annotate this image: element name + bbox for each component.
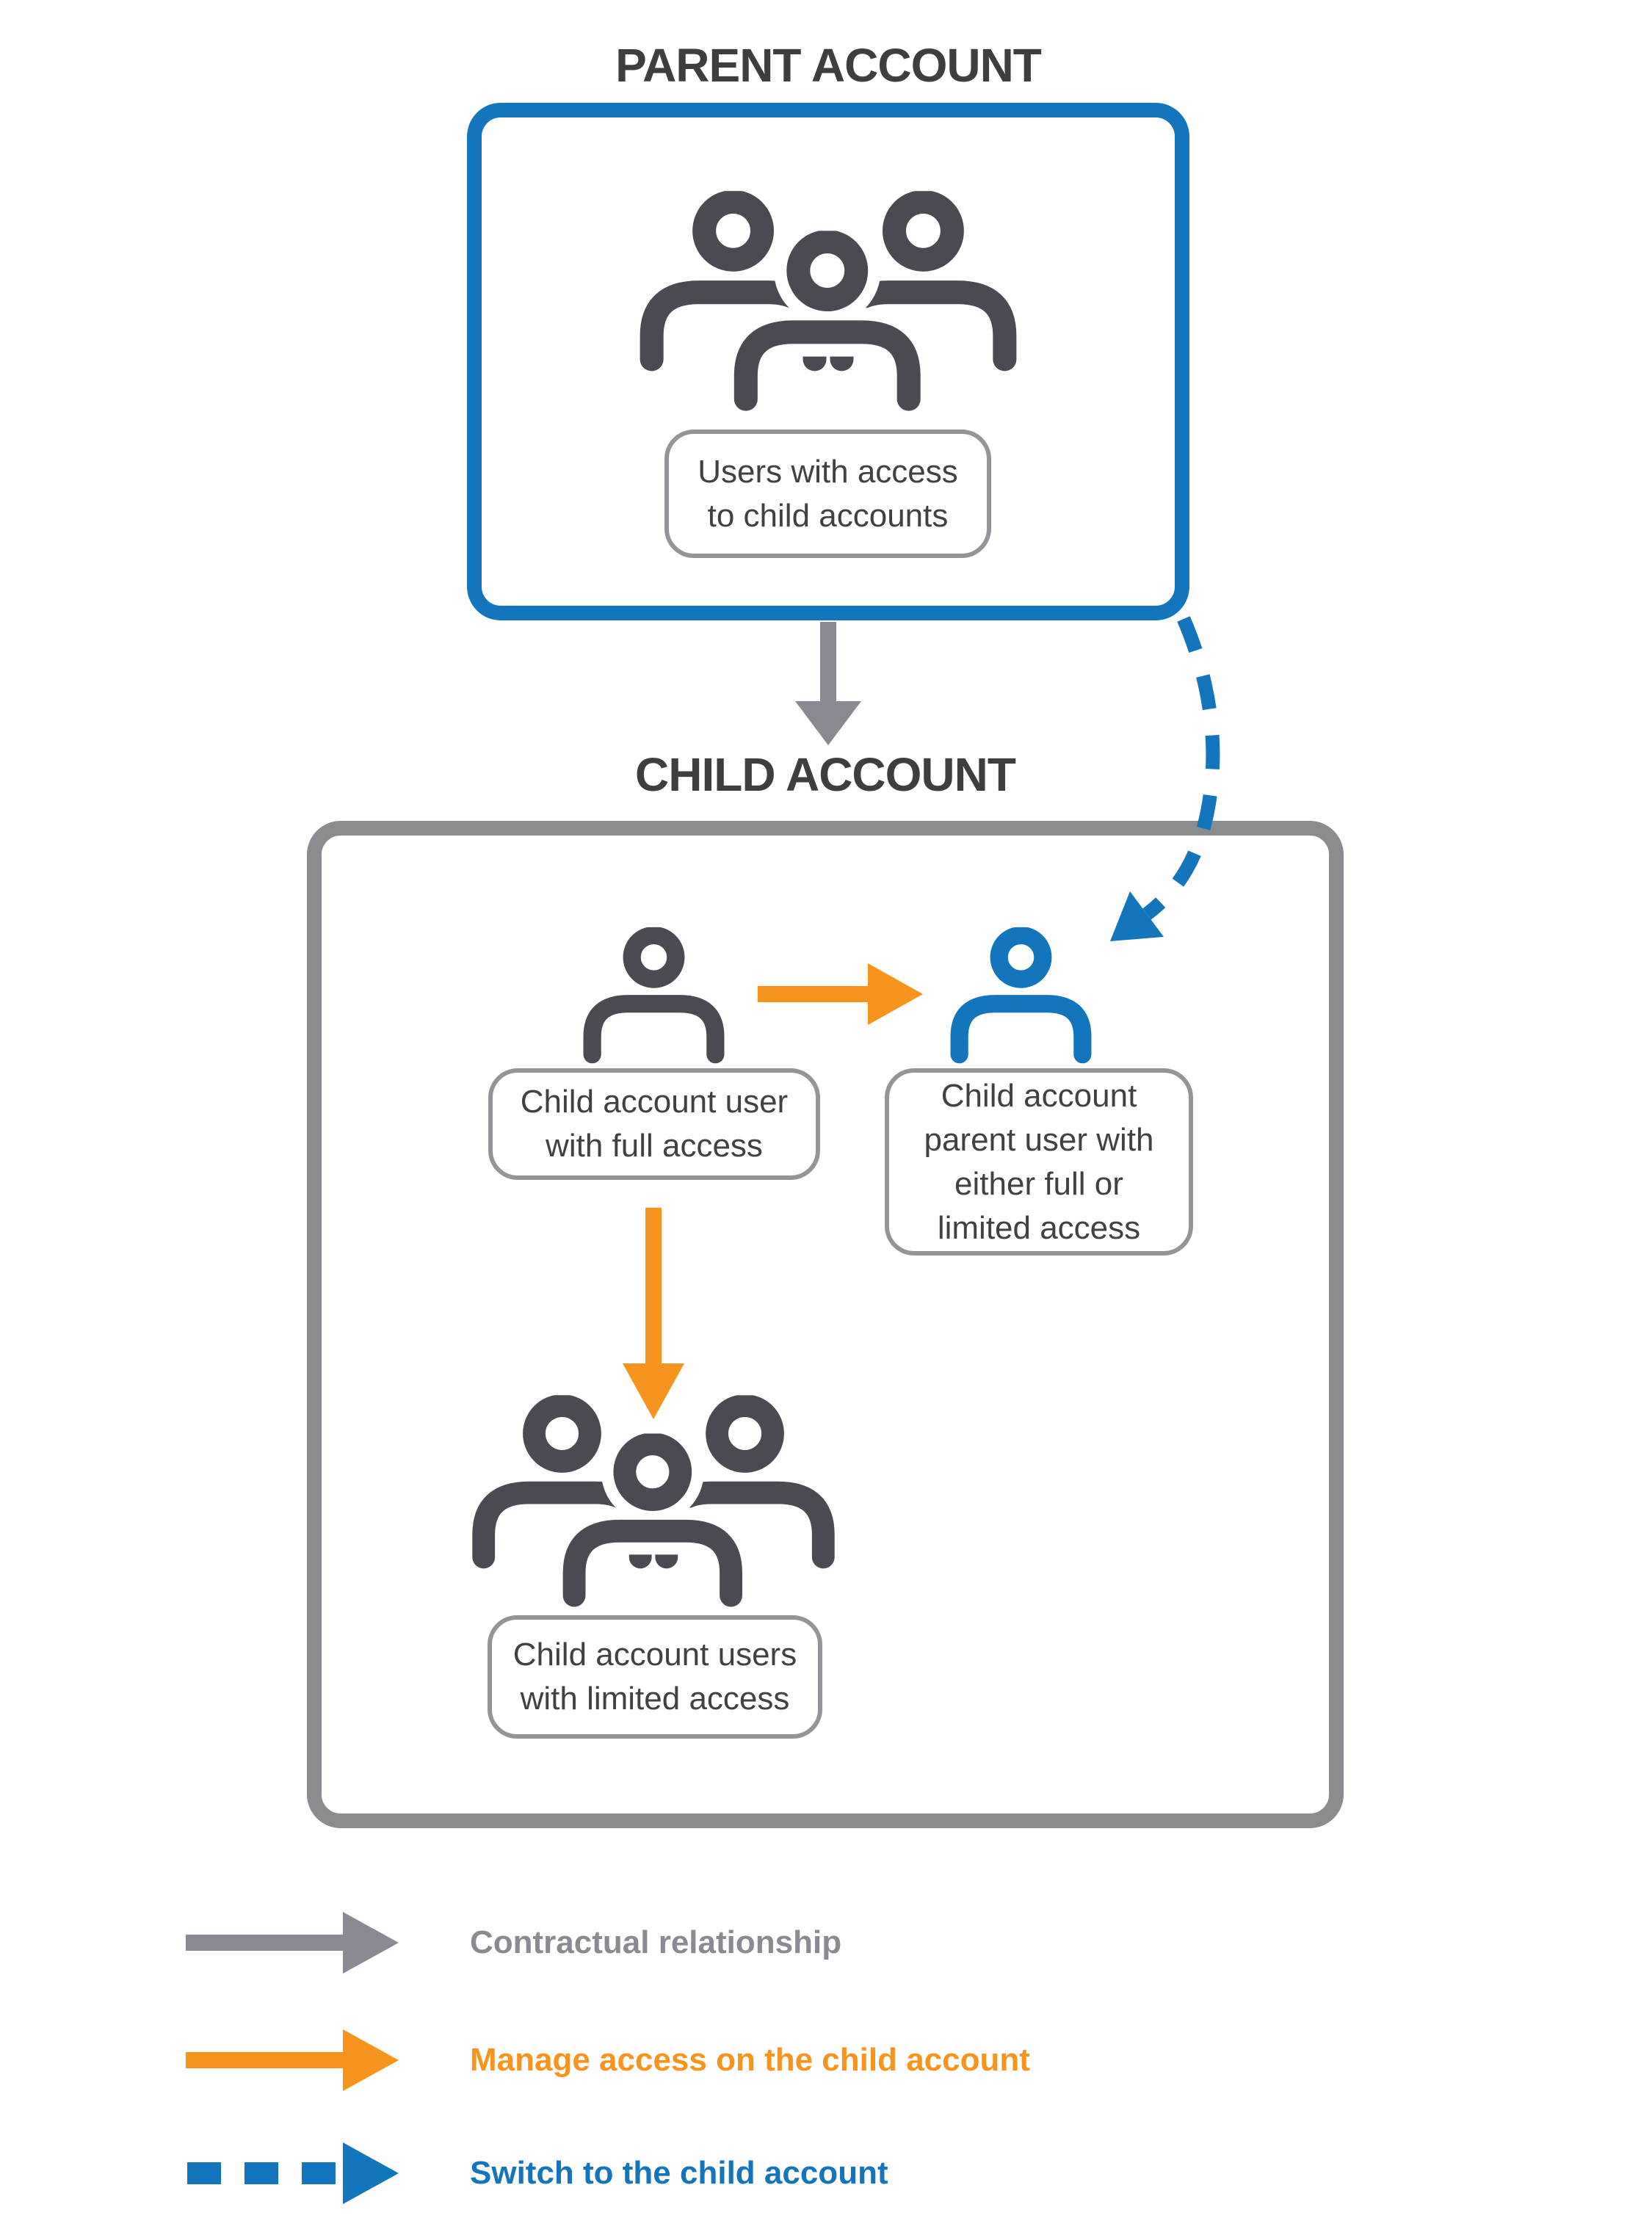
legend-solid-orange-arrow-icon	[185, 2029, 399, 2091]
limited-users-label-line: Child account users	[512, 1637, 797, 1673]
legend-contractual-label: Contractual relationship	[470, 1924, 842, 1960]
legend-solid-gray-arrow-icon	[185, 1912, 399, 1974]
users-access-label-line: Users with access	[698, 453, 958, 490]
parent-user-label	[885, 1068, 1193, 1256]
parent-account-title: PARENT ACCOUNT	[615, 39, 1041, 92]
contractual-relationship-arrow-icon	[795, 622, 861, 747]
full-access-user-icon	[579, 925, 729, 1066]
switch-account-dashed-arrow-icon	[1028, 613, 1278, 965]
child-account-title: CHILD ACCOUNT	[635, 748, 1015, 801]
limited-users-label-line: with limited access	[520, 1681, 790, 1717]
legend-manage-access-label: Manage access on the child account	[470, 2042, 1030, 2078]
users-access-label	[664, 430, 991, 558]
parent-user-icon	[946, 925, 1096, 1066]
manage-access-arrow-down-icon	[623, 1208, 684, 1421]
full-access-user-label-line: Child account user	[520, 1084, 789, 1120]
full-access-user-label	[488, 1068, 820, 1180]
parent-user-label-line: Child account	[941, 1077, 1137, 1114]
users-access-label-line: to child accounts	[707, 497, 949, 534]
parent-user-label-line: either full or	[954, 1165, 1123, 1202]
limited-users-label	[488, 1615, 822, 1739]
limited-users-group-icon	[466, 1394, 841, 1609]
users-group-icon	[634, 189, 1023, 413]
full-access-user-label-line: with full access	[546, 1128, 763, 1164]
manage-access-arrow-icon	[758, 963, 923, 1025]
parent-user-label-line: parent user with	[924, 1121, 1154, 1158]
parent-user-label-line: limited access	[937, 1209, 1141, 1246]
legend-dashed-blue-arrow-icon	[185, 2142, 399, 2204]
legend-switch-account-label: Switch to the child account	[470, 2155, 888, 2191]
